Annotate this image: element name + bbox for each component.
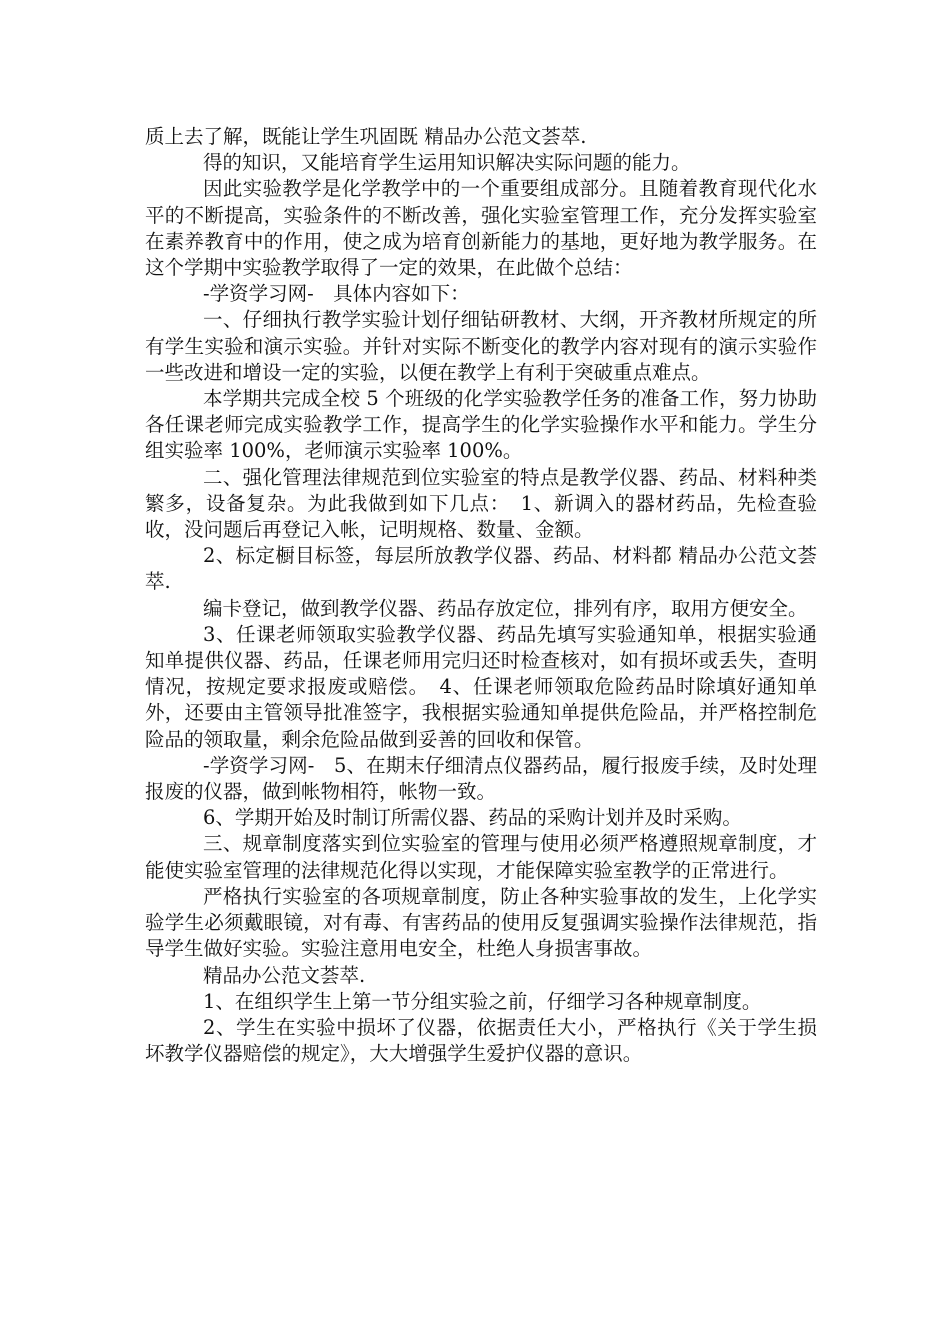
paragraph-13: 三、规章制度落实到位实验室的管理与使用必须严格遵照规章制度，才能使实验室管理的法律规范化得以实现，才能保障实验室教学的正常进行。 <box>145 832 817 882</box>
paragraph-1: 质上去了解，既能让学生巩固既 精品办公范文荟萃. <box>145 125 587 148</box>
paragraph-16: 1、在组织学生上第一节分组实验之前，仔细学习各种规章制度。 <box>203 989 762 1013</box>
paragraph-12: 6、学期开始及时制订所需仪器、药品的采购计划并及时采购。 <box>203 806 742 830</box>
paragraph-15: 精品办公范文荟萃. <box>203 963 366 987</box>
paragraph-9: 编卡登记，做到教学仪器、药品存放定位，排列有序，取用方便安全。 <box>203 596 808 620</box>
paragraph-11: -学资学习网- 5、在期末仔细清点仪器药品，履行报废手续，及时处理报废的仪器，做到帐物相符，帐物一致。 <box>145 753 817 804</box>
document-body <box>145 124 817 1067</box>
paragraph-7: 二、强化管理法律规范到位实验室的特点是教学仪器、药品、材料种类繁多，设备复杂。为此我做到如下几点： 1、新调入的器材药品，先检查验收，没问题后再登记入帐，记明规格、数量、金额。 <box>145 465 817 542</box>
paragraph-5: 一、仔细执行教学实验计划仔细钻研教材、大纲，开齐教材所规定的所有学生实验和演示实验。并针对实际不断变化的教学内容对现有的演示实验作一些改进和增设一定的实验，以便在教学上有利于突破重点难点。 <box>145 308 817 384</box>
paragraph-17: 2、学生在实验中损坏了仪器，依据责任大小，严格执行《关于学生损坏教学仪器赔偿的规定》，大大增强学生爱护仪器的意识。 <box>145 1015 817 1066</box>
paragraph-6: 本学期共完成全校 5 个班级的化学实验教学任务的准备工作，努力协助各任课老师完成实验教学工作，提高学生的化学实验操作水平和能力。学生分组实验率 100%，老师演示实验率 100%。 <box>145 387 817 463</box>
paragraph-4: -学资学习网- 具体内容如下： <box>203 282 470 306</box>
paragraph-14: 严格执行实验室的各项规章制度，防止各种实验事故的发生，上化学实验学生必须戴眼镜，对有毒、有害药品的使用反复强调实验操作法律规范，指导学生做好实验。实验注意用电安全，杜绝人身损害事故。 <box>145 884 817 961</box>
paragraph-8: 2、标定橱目标签，每层所放教学仪器、药品、材料都 精品办公范文荟萃. <box>145 544 817 594</box>
paragraph-2: 得的知识，又能培育学生运用知识解决实际问题的能力。 <box>203 151 691 175</box>
paragraph-10: 3、任课老师领取实验教学仪器、药品先填写实验通知单，根据实验通知单提供仪器、药品，任课老师用完归还时检查核对，如有损坏或丢失，查明情况，按规定要求报废或赔偿。 4、任课老师领取危险药品时除填好通知单外，还要由主管领导批准签字，我根据实验通知单提供危险品，并严格控制危险品的领取量，剩余危险品做到妥善的回收和保管。 <box>145 622 817 751</box>
paragraph-3: 因此实验教学是化学教学中的一个重要组成部分。且随着教育现代化水平的不断提高，实验条件的不断改善，强化实验室管理工作，充分发挥实验室在素养教育中的作用，使之成为培育创新能力的基地，更好地为教学服务。在这个学期中实验教学取得了一定的效果，在此做个总结： <box>145 177 817 280</box>
